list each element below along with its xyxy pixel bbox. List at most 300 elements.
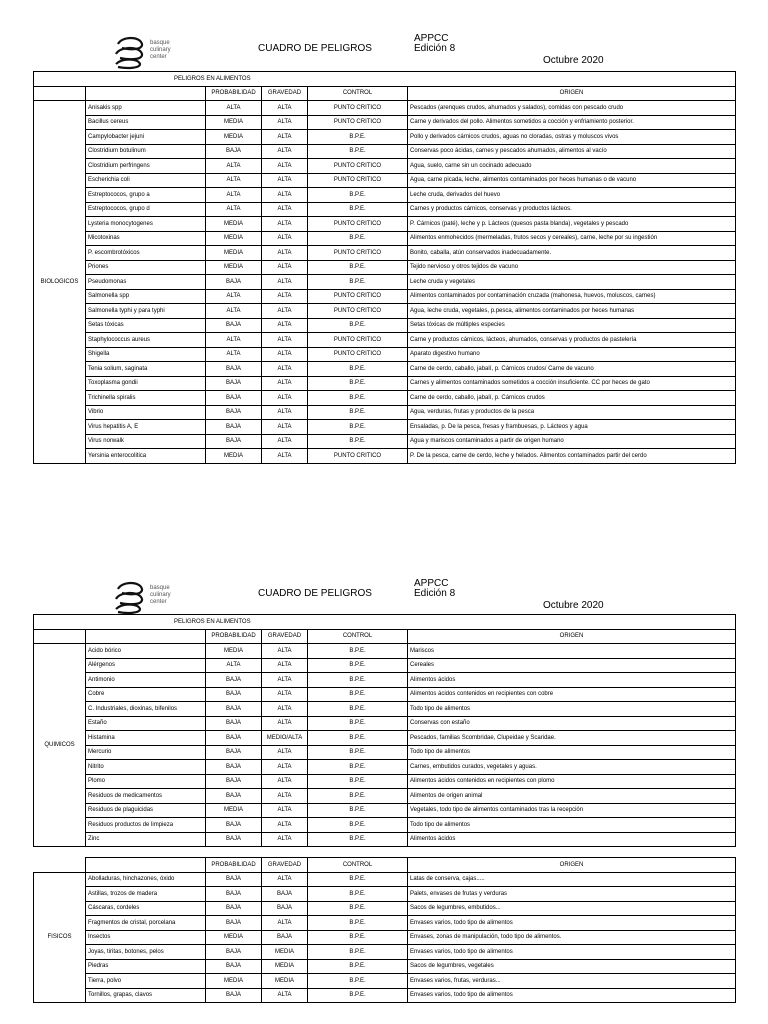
column-header-row	[34, 629, 736, 644]
gravedad-cell: BAJA	[262, 887, 308, 902]
probabilidad-cell: MEDIA	[206, 644, 262, 659]
table-row	[34, 449, 736, 464]
control-cell: B.P.E.	[308, 702, 408, 717]
gravedad-cell: ALTA	[262, 130, 308, 145]
table-row	[34, 115, 736, 130]
origen-cell: Sacos de legumbres, embutidos...	[408, 901, 736, 916]
control-cell: PUNTO CRITICO	[308, 115, 408, 130]
gravedad-cell: ALTA	[262, 673, 308, 688]
control-cell: B.P.E.	[308, 945, 408, 960]
probabilidad-cell: BAJA	[206, 832, 262, 847]
gravedad-cell: BAJA	[262, 901, 308, 916]
col-gravedad: GRAVEDAD	[262, 629, 308, 644]
hazard-name: Salmonella typhi y para typhi	[86, 304, 206, 319]
origen-cell: Agua y mariscos contaminados a partir de origen humano	[408, 434, 736, 449]
control-cell: B.P.E.	[308, 420, 408, 435]
gravedad-cell: ALTA	[262, 275, 308, 290]
hazard-name: Insectos	[86, 930, 206, 945]
table-row	[34, 217, 736, 232]
table-row	[34, 789, 736, 804]
origen-cell: Carnes y alimentos contaminados sometidos a cocción insuficiente. CC por heces de gato	[408, 376, 736, 391]
hazard-name: Residuos de plaguicidas	[86, 803, 206, 818]
gravedad-cell: ALTA	[262, 173, 308, 188]
table-row	[34, 760, 736, 775]
control-cell: B.P.E.	[308, 658, 408, 673]
col-control: CONTROL	[308, 858, 408, 873]
gravedad-cell: ALTA	[262, 362, 308, 377]
table-row	[34, 745, 736, 760]
hazard-name: Plomo	[86, 774, 206, 789]
logo	[112, 34, 202, 74]
document-title: CUADRO DE PELIGROS	[258, 588, 372, 599]
probabilidad-cell: ALTA	[206, 658, 262, 673]
hazard-name: Astillas, trozos de madera	[86, 887, 206, 902]
control-cell: PUNTO CRITICO	[308, 289, 408, 304]
probabilidad-cell: BAJA	[206, 702, 262, 717]
origen-cell: Alimentos ácidos	[408, 832, 736, 847]
table-row	[34, 832, 736, 847]
probabilidad-cell: ALTA	[206, 304, 262, 319]
origen-cell: Alimentos enmohecidos (mermeladas, frutos secos y cereales), carne, leche por su ingestión	[408, 231, 736, 246]
table-row	[34, 405, 736, 420]
probabilidad-cell: BAJA	[206, 275, 262, 290]
probabilidad-cell: MEDIA	[206, 449, 262, 464]
category-label: FISICOS	[34, 872, 86, 1003]
control-cell: PUNTO CRITICO	[308, 159, 408, 174]
table-row	[34, 289, 736, 304]
gravedad-cell: ALTA	[262, 376, 308, 391]
document-title: CUADRO DE PELIGROS	[258, 43, 372, 54]
hazard-name: Zinc	[86, 832, 206, 847]
gravedad-cell: ALTA	[262, 333, 308, 348]
table-row	[34, 774, 736, 789]
control-cell: B.P.E.	[308, 716, 408, 731]
gravedad-cell: ALTA	[262, 789, 308, 804]
origen-cell: Agua, verduras, frutas y productos de la pesca	[408, 405, 736, 420]
biologicos-table	[33, 71, 736, 464]
appcc-label: APPCC Edición 8	[414, 33, 456, 54]
control-cell: B.P.E.	[308, 362, 408, 377]
probabilidad-cell: ALTA	[206, 159, 262, 174]
hazard-name: P. escombrotóxicos	[86, 246, 206, 261]
control-cell: B.P.E.	[308, 644, 408, 659]
origen-cell: Alimentos de origen animal	[408, 789, 736, 804]
control-cell: B.P.E.	[308, 673, 408, 688]
origen-cell: Setas tóxicas de múltiples especies	[408, 318, 736, 333]
hazard-name: Alérgenos	[86, 658, 206, 673]
origen-cell: Carne de cerdo, caballo, jabalí, p. Cárnicos crudos/ Carne de vacuno	[408, 362, 736, 377]
hazard-name: Pseudomonas	[86, 275, 206, 290]
table-row	[34, 818, 736, 833]
probabilidad-cell: BAJA	[206, 916, 262, 931]
table-row	[34, 658, 736, 673]
table-row	[34, 434, 736, 449]
control-cell: B.P.E.	[308, 318, 408, 333]
hazard-name: Escherichia coli	[86, 173, 206, 188]
gravedad-cell: ALTA	[262, 159, 308, 174]
col-gravedad: GRAVEDAD	[262, 86, 308, 101]
table-row	[34, 275, 736, 290]
origen-cell: Mariscos	[408, 644, 736, 659]
origen-cell: Vegetales, todo tipo de alimentos contaminados tras la recepción	[408, 803, 736, 818]
table-row	[34, 333, 736, 348]
probabilidad-cell: BAJA	[206, 144, 262, 159]
gravedad-cell: ALTA	[262, 202, 308, 217]
gravedad-cell: ALTA	[262, 658, 308, 673]
gravedad-cell: ALTA	[262, 832, 308, 847]
gravedad-cell: MEDIO/ALTA	[262, 731, 308, 746]
probabilidad-cell: MEDIA	[206, 803, 262, 818]
gravedad-cell: ALTA	[262, 289, 308, 304]
control-cell: B.P.E.	[308, 144, 408, 159]
probabilidad-cell: MEDIA	[206, 217, 262, 232]
probabilidad-cell: BAJA	[206, 818, 262, 833]
control-cell: B.P.E.	[308, 260, 408, 275]
table-row	[34, 202, 736, 217]
hazard-name: Salmonella spp	[86, 289, 206, 304]
probabilidad-cell: BAJA	[206, 872, 262, 887]
probabilidad-cell: BAJA	[206, 716, 262, 731]
control-cell: B.P.E.	[308, 930, 408, 945]
origen-cell: Carnes y productos cárnicos, conservas y productos lácteos.	[408, 202, 736, 217]
gravedad-cell: ALTA	[262, 644, 308, 659]
origen-cell: Conservas poco ácidas, carnes y pescados ahumados, alimentos al vacío	[408, 144, 736, 159]
origen-cell: Cereales	[408, 658, 736, 673]
hazard-name: Estreptococos, grupo a	[86, 188, 206, 203]
col-control: CONTROL	[308, 86, 408, 101]
logo	[112, 579, 202, 619]
table-row	[34, 901, 736, 916]
hazard-name: Micotoxinas	[86, 231, 206, 246]
origen-cell: Todo tipo de alimentos	[408, 818, 736, 833]
gravedad-cell: ALTA	[262, 760, 308, 775]
gravedad-cell: ALTA	[262, 687, 308, 702]
origen-cell: Bonito, caballa, atún conservados inadecuadamente.	[408, 246, 736, 261]
gravedad-cell: ALTA	[262, 217, 308, 232]
table-row	[34, 318, 736, 333]
origen-cell: Envases varios, todo tipo de alimentos	[408, 916, 736, 931]
hazard-name: Cáscaras, cordeles	[86, 901, 206, 916]
hazard-name: Acido bórico	[86, 644, 206, 659]
section-band: PELIGROS EN ALIMENTOS	[34, 615, 736, 630]
category-label: QUIMICOS	[34, 644, 86, 847]
probabilidad-cell: MEDIA	[206, 974, 262, 989]
probabilidad-cell: BAJA	[206, 420, 262, 435]
logo-text: basque culinary center	[150, 585, 171, 605]
hazard-name: Mercurio	[86, 745, 206, 760]
control-cell: PUNTO CRITICO	[308, 246, 408, 261]
origen-cell: Envases, zonas de manipulación, todo tipo de alimentos.	[408, 930, 736, 945]
origen-cell: Sacos de legumbres, vegetales	[408, 959, 736, 974]
hazard-name: Antimonio	[86, 673, 206, 688]
table-row	[34, 945, 736, 960]
table-row	[34, 347, 736, 362]
control-cell: PUNTO CRITICO	[308, 217, 408, 232]
probabilidad-cell: MEDIA	[206, 260, 262, 275]
col-probabilidad: PROBABILIDAD	[206, 858, 262, 873]
hazard-name: Setas tóxicas	[86, 318, 206, 333]
control-cell: B.P.E.	[308, 887, 408, 902]
hazard-name: Histamina	[86, 731, 206, 746]
logo-swirl-icon	[112, 579, 146, 615]
gravedad-cell: ALTA	[262, 818, 308, 833]
col-origen: ORIGEN	[408, 858, 736, 873]
hazard-name: Tornillos, grapas, clavos	[86, 988, 206, 1003]
origen-cell: Envases varios, frutas, verduras...	[408, 974, 736, 989]
gravedad-cell: ALTA	[262, 405, 308, 420]
table-row	[34, 260, 736, 275]
fisicos-table	[33, 857, 736, 1003]
table-row	[34, 887, 736, 902]
control-cell: PUNTO CRITICO	[308, 333, 408, 348]
control-cell: B.P.E.	[308, 231, 408, 246]
hazard-name: Anisakis spp	[86, 101, 206, 116]
document-date: Octubre 2020	[543, 600, 604, 611]
gravedad-cell: MEDIA	[262, 974, 308, 989]
origen-cell: Pescados, familias Scombridae, Clupeidae y Scaridae.	[408, 731, 736, 746]
control-cell: B.P.E.	[308, 818, 408, 833]
table-row	[34, 803, 736, 818]
gravedad-cell: ALTA	[262, 774, 308, 789]
hazard-name: Residuos productos de limpieza	[86, 818, 206, 833]
origen-cell: Latas de conserva, cajas.....	[408, 872, 736, 887]
gravedad-cell: ALTA	[262, 246, 308, 261]
probabilidad-cell: MEDIA	[206, 130, 262, 145]
hazard-name: Estreptococos, grupo d	[86, 202, 206, 217]
origen-cell: Ensaladas, p. De la pesca, fresas y frambuesas, p. Lácteos y agua	[408, 420, 736, 435]
hazard-name: Tierra, polvo	[86, 974, 206, 989]
table-row	[34, 101, 736, 116]
probabilidad-cell: BAJA	[206, 318, 262, 333]
probabilidad-cell: ALTA	[206, 347, 262, 362]
table-row	[34, 974, 736, 989]
control-cell: B.P.E.	[308, 959, 408, 974]
control-cell: B.P.E.	[308, 774, 408, 789]
table-row	[34, 702, 736, 717]
origen-cell: Alimentos contaminados por contaminación cruzada (mahonesa, huevos, moluscos, carnes)	[408, 289, 736, 304]
origen-cell: Pollo y derivados cárnicos crudos, aguas no cloradas, ostras y moluscos vivos	[408, 130, 736, 145]
gravedad-cell: ALTA	[262, 745, 308, 760]
control-cell: B.P.E.	[308, 832, 408, 847]
hazard-name: Joyas, tiritas, botones, pelos	[86, 945, 206, 960]
appcc-label: APPCC Edición 8	[414, 578, 456, 599]
probabilidad-cell: BAJA	[206, 789, 262, 804]
hazard-name: Yersinia enterocolitica	[86, 449, 206, 464]
origen-cell: Alimentos ácidos contenidos en recipientes con cobre	[408, 687, 736, 702]
origen-cell: Carne y productos cárnicos, lácteos, ahumados, conservas y productos de pastelería	[408, 333, 736, 348]
gravedad-cell: ALTA	[262, 702, 308, 717]
column-header-row	[34, 86, 736, 101]
hazard-name: Tenia solium, saginata	[86, 362, 206, 377]
probabilidad-cell: ALTA	[206, 173, 262, 188]
table-row	[34, 959, 736, 974]
control-cell: PUNTO CRITICO	[308, 449, 408, 464]
control-cell: PUNTO CRITICO	[308, 101, 408, 116]
hazard-name: Lysteria monocytogenes	[86, 217, 206, 232]
document-date: Octubre 2020	[543, 55, 604, 66]
gravedad-cell: ALTA	[262, 188, 308, 203]
gravedad-cell: ALTA	[262, 347, 308, 362]
table-row	[34, 930, 736, 945]
gravedad-cell: ALTA	[262, 144, 308, 159]
table-row	[34, 173, 736, 188]
table-row	[34, 159, 736, 174]
origen-cell: Alimentos ácidos	[408, 673, 736, 688]
logo-swirl-icon	[112, 34, 146, 70]
gravedad-cell: MEDIA	[262, 945, 308, 960]
probabilidad-cell: BAJA	[206, 887, 262, 902]
probabilidad-cell: ALTA	[206, 188, 262, 203]
control-cell: B.P.E.	[308, 687, 408, 702]
probabilidad-cell: BAJA	[206, 391, 262, 406]
origen-cell: Alimentos ácidos contenidos en recipientes con plomo	[408, 774, 736, 789]
control-cell: B.P.E.	[308, 803, 408, 818]
gravedad-cell: ALTA	[262, 231, 308, 246]
origen-cell: Envases varios, todo tipo de alimentos	[408, 988, 736, 1003]
hazard-name: Clostridium botulinum	[86, 144, 206, 159]
gravedad-cell: ALTA	[262, 391, 308, 406]
hazard-name: Staphylococcus aureus	[86, 333, 206, 348]
origen-cell: Todo tipo de alimentos	[408, 745, 736, 760]
probabilidad-cell: BAJA	[206, 988, 262, 1003]
probabilidad-cell: BAJA	[206, 673, 262, 688]
probabilidad-cell: BAJA	[206, 901, 262, 916]
probabilidad-cell: BAJA	[206, 774, 262, 789]
hazard-name: Abolladuras, hinchazones, óxido	[86, 872, 206, 887]
control-cell: B.P.E.	[308, 275, 408, 290]
probabilidad-cell: BAJA	[206, 687, 262, 702]
hazard-name: Clostridium perfringens	[86, 159, 206, 174]
origen-cell: Agua, leche cruda, vegetales, p.pesca, alimentos contaminados por heces humanas	[408, 304, 736, 319]
table-row	[34, 144, 736, 159]
control-cell: B.P.E.	[308, 760, 408, 775]
control-cell: B.P.E.	[308, 988, 408, 1003]
control-cell: PUNTO CRITICO	[308, 304, 408, 319]
hazard-name: Virus norwalk	[86, 434, 206, 449]
hazard-name: Virus hepatitis A, E	[86, 420, 206, 435]
origen-cell: Leche cruda, derivados del huevo	[408, 188, 736, 203]
col-gravedad: GRAVEDAD	[262, 858, 308, 873]
col-origen: ORIGEN	[408, 86, 736, 101]
control-cell: B.P.E.	[308, 872, 408, 887]
control-cell: B.P.E.	[308, 789, 408, 804]
gravedad-cell: BAJA	[262, 930, 308, 945]
probabilidad-cell: MEDIA	[206, 246, 262, 261]
table-row	[34, 731, 736, 746]
origen-cell: Agua, carne picada, leche, alimentos contaminados por heces humanas o de vacuno	[408, 173, 736, 188]
table-row	[34, 231, 736, 246]
control-cell: B.P.E.	[308, 745, 408, 760]
gravedad-cell: ALTA	[262, 716, 308, 731]
gravedad-cell: ALTA	[262, 318, 308, 333]
control-cell: B.P.E.	[308, 405, 408, 420]
probabilidad-cell: BAJA	[206, 745, 262, 760]
hazard-name: Piedras	[86, 959, 206, 974]
gravedad-cell: ALTA	[262, 420, 308, 435]
control-cell: B.P.E.	[308, 188, 408, 203]
origen-cell: Envases varios, todo tipo de alimentos	[408, 945, 736, 960]
probabilidad-cell: ALTA	[206, 101, 262, 116]
table-row	[34, 687, 736, 702]
origen-cell: Pescados (arenques crudos, ahumados y salados), comidas con pescado crudo	[408, 101, 736, 116]
table-row	[34, 716, 736, 731]
control-cell: B.P.E.	[308, 731, 408, 746]
probabilidad-cell: MEDIA	[206, 930, 262, 945]
hazard-name: Cobre	[86, 687, 206, 702]
control-cell: B.P.E.	[308, 901, 408, 916]
gravedad-cell: ALTA	[262, 101, 308, 116]
origen-cell: Palets, envases de frutas y verduras	[408, 887, 736, 902]
hazard-name: Vibrio	[86, 405, 206, 420]
control-cell: B.P.E.	[308, 974, 408, 989]
control-cell: B.P.E.	[308, 376, 408, 391]
gravedad-cell: ALTA	[262, 872, 308, 887]
hazard-name: Trichinella spiralis	[86, 391, 206, 406]
table-row	[34, 988, 736, 1003]
control-cell: B.P.E.	[308, 434, 408, 449]
gravedad-cell: ALTA	[262, 304, 308, 319]
table-row	[34, 391, 736, 406]
hazard-name: Nitrito	[86, 760, 206, 775]
table-row	[34, 644, 736, 659]
control-cell: B.P.E.	[308, 130, 408, 145]
gravedad-cell: MEDIA	[262, 959, 308, 974]
table-row	[34, 188, 736, 203]
probabilidad-cell: ALTA	[206, 333, 262, 348]
col-control: CONTROL	[308, 629, 408, 644]
probabilidad-cell: BAJA	[206, 731, 262, 746]
probabilidad-cell: BAJA	[206, 376, 262, 391]
probabilidad-cell: MEDIA	[206, 231, 262, 246]
origen-cell: P. Cárnicos (paté), leche y p. Lácteos (quesos pasta blanda), vegetales y pescado	[408, 217, 736, 232]
gravedad-cell: ALTA	[262, 260, 308, 275]
probabilidad-cell: BAJA	[206, 434, 262, 449]
probabilidad-cell: BAJA	[206, 405, 262, 420]
hazard-name: C. Industriales, dioxinas, bifenilos	[86, 702, 206, 717]
table-row	[34, 420, 736, 435]
hazard-name: Fragmentos de cristal, porcelana	[86, 916, 206, 931]
table-row	[34, 376, 736, 391]
origen-cell: P. De la pesca, carne de cerdo, leche y helados. Alimentos contaminados partir del cerdo	[408, 449, 736, 464]
gravedad-cell: ALTA	[262, 803, 308, 818]
origen-cell: Tejido nervioso y otros tejidos de vacuno	[408, 260, 736, 275]
origen-cell: Leche cruda y vegetales	[408, 275, 736, 290]
probabilidad-cell: ALTA	[206, 289, 262, 304]
table-row	[34, 246, 736, 261]
hazard-name: Priones	[86, 260, 206, 275]
hazard-name: Estaño	[86, 716, 206, 731]
control-cell: PUNTO CRITICO	[308, 347, 408, 362]
gravedad-cell: ALTA	[262, 916, 308, 931]
quimicos-table	[33, 614, 736, 847]
table-row	[34, 673, 736, 688]
section-band: PELIGROS EN ALIMENTOS	[34, 72, 736, 87]
column-header-row	[34, 858, 736, 873]
logo-text: basque culinary center	[150, 40, 171, 60]
table-row	[34, 872, 736, 887]
gravedad-cell: ALTA	[262, 988, 308, 1003]
col-probabilidad: PROBABILIDAD	[206, 629, 262, 644]
gravedad-cell: ALTA	[262, 434, 308, 449]
probabilidad-cell: ALTA	[206, 202, 262, 217]
hazard-name: Campylobacter jejuni	[86, 130, 206, 145]
origen-cell: Agua, suelo, carne sin un cocinado adecuado	[408, 159, 736, 174]
table-row	[34, 304, 736, 319]
probabilidad-cell: BAJA	[206, 760, 262, 775]
table-row	[34, 362, 736, 377]
col-probabilidad: PROBABILIDAD	[206, 86, 262, 101]
origen-cell: Aparato digestivo humano	[408, 347, 736, 362]
